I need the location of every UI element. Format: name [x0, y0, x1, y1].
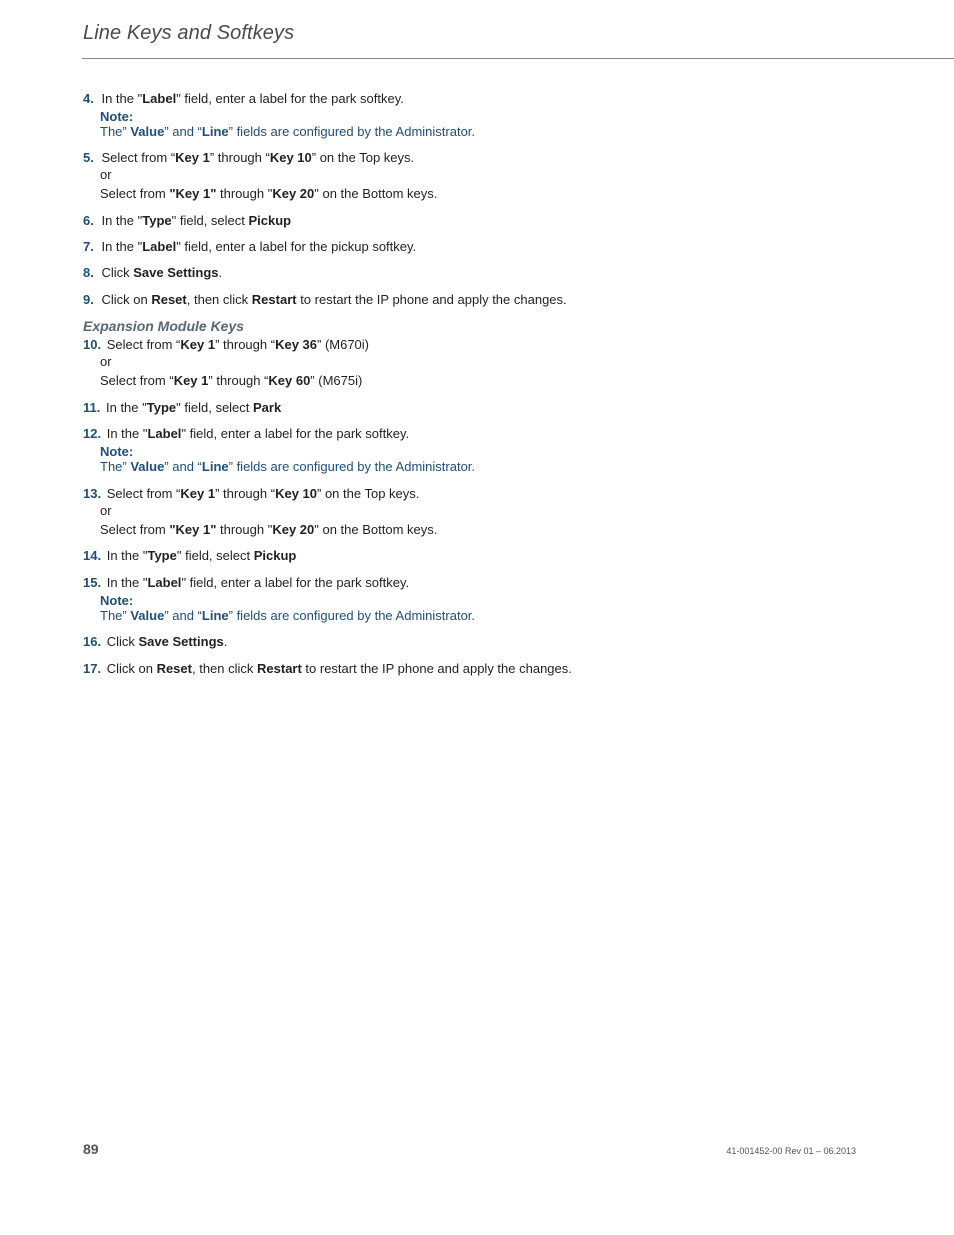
step-number: 7. — [83, 239, 94, 254]
note-text: The” Value” and “Line” fields are configured by the Administrator. — [100, 124, 476, 139]
step-number: 15. — [83, 575, 102, 590]
step-13 — [83, 485, 903, 538]
step-9 — [83, 291, 903, 308]
step-text: Click Save Settings. — [101, 265, 223, 280]
step-text: In the "Type" field, select Park — [105, 400, 282, 415]
step-text: In the "Type" field, select Pickup — [101, 213, 292, 228]
step-or: or — [100, 354, 112, 369]
step-text: Click Save Settings. — [106, 634, 228, 649]
step-text: Click on Reset, then click Restart to restart the IP phone and apply the changes. — [101, 292, 567, 307]
step-text: In the "Type" field, select Pickup — [106, 548, 297, 563]
step-text: Select from “Key 1” through “Key 36” (M670i) — [106, 337, 370, 352]
page-header-title: Line Keys and Softkeys — [83, 22, 295, 44]
step-5 — [83, 149, 903, 202]
step-alt-text: Select from “Key 1” through “Key 60” (M675i) — [100, 373, 363, 388]
step-text: In the "Label" field, enter a label for the park softkey. — [101, 91, 404, 106]
step-number: 11. — [83, 400, 101, 415]
section-heading: Expansion Module Keys — [83, 318, 245, 334]
step-or: or — [100, 167, 112, 182]
step-6 — [83, 212, 903, 229]
step-17 — [83, 660, 903, 677]
note-label: Note: — [100, 109, 134, 124]
step-number: 13. — [83, 486, 102, 501]
step-text: In the "Label" field, enter a label for the pickup softkey. — [101, 239, 417, 254]
step-number: 12. — [83, 426, 102, 441]
step-number: 17. — [83, 661, 102, 676]
note-label: Note: — [100, 444, 134, 459]
step-7 — [83, 238, 903, 255]
step-number: 8. — [83, 265, 94, 280]
step-8 — [83, 264, 903, 281]
content — [83, 90, 903, 677]
step-16 — [83, 633, 903, 650]
step-text: Select from “Key 1” through “Key 10” on the Top keys. — [106, 486, 420, 501]
step-14 — [83, 547, 903, 564]
header-rule — [82, 58, 954, 59]
step-text: In the "Label" field, enter a label for the park softkey. — [106, 575, 410, 590]
step-alt-text: Select from "Key 1" through "Key 20" on the Bottom keys. — [100, 186, 438, 201]
step-number: 6. — [83, 213, 94, 228]
step-number: 5. — [83, 150, 94, 165]
note-text: The” Value” and “Line” fields are configured by the Administrator. — [100, 459, 476, 474]
step-number: 9. — [83, 292, 94, 307]
note-label: Note: — [100, 593, 134, 608]
step-11 — [83, 399, 903, 416]
step-number: 4. — [83, 91, 94, 106]
note-3 — [83, 593, 903, 623]
step-alt-text: Select from "Key 1" through "Key 20" on the Bottom keys. — [100, 522, 438, 537]
step-or: or — [100, 503, 112, 518]
step-number: 14. — [83, 548, 102, 563]
step-number: 16. — [83, 634, 102, 649]
note-2 — [83, 444, 903, 474]
page-number: 89 — [83, 1141, 99, 1157]
step-15 — [83, 574, 903, 591]
step-text: Click on Reset, then click Restart to restart the IP phone and apply the changes. — [106, 661, 572, 676]
step-4 — [83, 90, 903, 107]
step-text: Select from “Key 1” through “Key 10” on the Top keys. — [101, 150, 415, 165]
document-id: 41-001452-00 Rev 01 – 06.2013 — [726, 1146, 856, 1156]
note-text: The” Value” and “Line” fields are configured by the Administrator. — [100, 608, 476, 623]
note-1 — [83, 109, 903, 139]
step-number: 10. — [83, 337, 102, 352]
step-text: In the "Label" field, enter a label for the park softkey. — [106, 426, 410, 441]
step-12 — [83, 425, 903, 442]
step-10 — [83, 336, 903, 389]
